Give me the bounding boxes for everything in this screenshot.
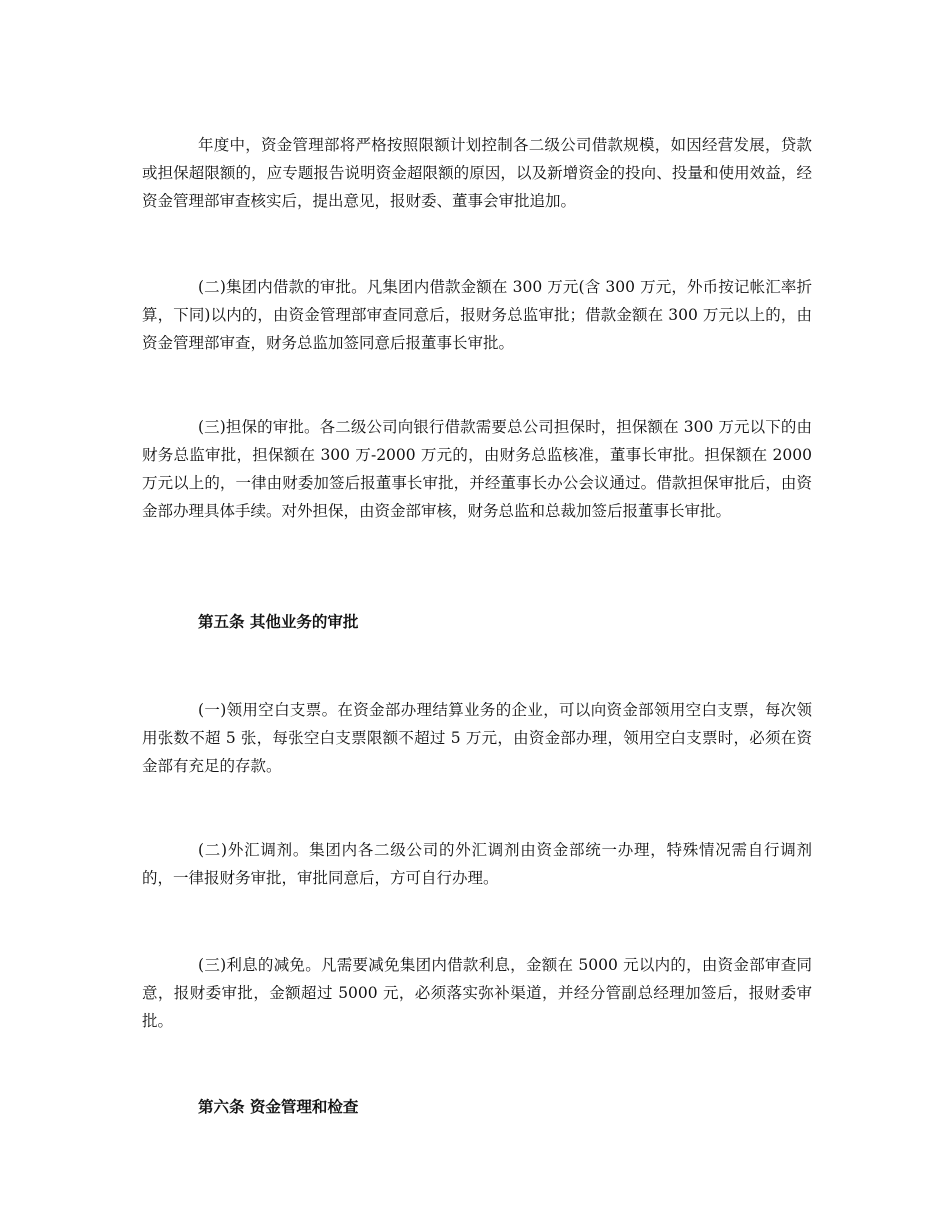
paragraph-interest-reduction: (三)利息的减免。凡需要减免集团内借款利息，金额在 5000 元以内的，由资金部审查同意，报财委审批，金额超过 5000 元，必须落实弥补渠道，并经分管副总经理加签后，报财委审批。 — [142, 956, 812, 1030]
paragraph-blank-cheque: (一)领用空白支票。在资金部办理结算业务的企业，可以向资金部领用空白支票，每次领用张数不超 5 张，每张空白支票限额不超过 5 万元，由资金部办理，领用空白支票时，必须在资金部有充足的存款。 — [142, 701, 812, 775]
section-heading-article-5: 第五条 其他业务的审批 — [198, 612, 359, 631]
paragraph-internal-loan-approval: (二)集团内借款的审批。凡集团内借款金额在 300 万元(含 300 万元，外币按记帐汇率折算，下同)以内的，由资金管理部审查同意后，报财务总监审批；借款金额在 300 万元以上的，由资金管理部审查，财务总监加签同意后报董事长审批。 — [142, 278, 812, 352]
paragraph-forex-adjustment: (二)外汇调剂。集团内各二级公司的外汇调剂由资金部统一办理，特殊情况需自行调剂的，一律报财务审批，审批同意后，方可自行办理。 — [142, 841, 812, 887]
section-heading-article-6: 第六条 资金管理和检查 — [198, 1097, 359, 1116]
paragraph-guarantee-approval: (三)担保的审批。各二级公司向银行借款需要总公司担保时，担保额在 300 万元以下的由财务总监审批，担保额在 300 万-2000 万元的，由财务总监核准，董事长审批。担保额在 2000 万元以上的，一律由财委加签后报董事长审批，并经董事长办公会议通过。借款担保审批后，由资金部办理具体手续。对外担保，由资金部审核，财务总监和总裁加签后报董事长审批。 — [142, 418, 812, 520]
paragraph-loan-limit-control: 年度中，资金管理部将严格按照限额计划控制各二级公司借款规模，如因经营发展，贷款或担保超限额的，应专题报告说明资金超限额的原因，以及新增资金的投向、投量和使用效益，经资金管理部审查核实后，提出意见，报财委、董事会审批追加。 — [142, 136, 812, 210]
